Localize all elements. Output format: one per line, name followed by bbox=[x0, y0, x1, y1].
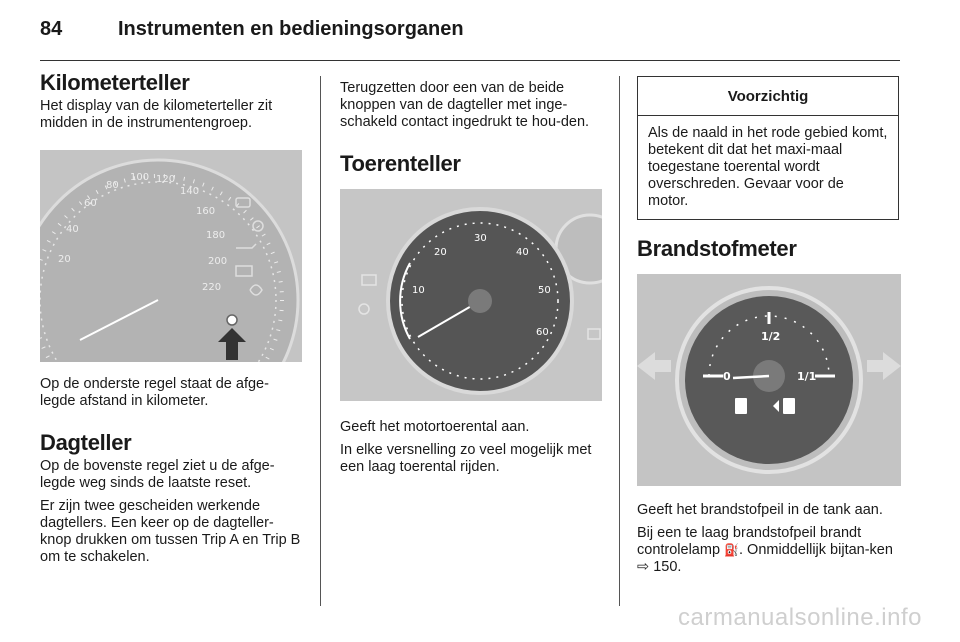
header-rule bbox=[40, 60, 900, 61]
text-brandstof-2 bbox=[637, 525, 901, 576]
text-brandstof-2a: Bij een te laag brandstofpeil brandt controlelamp bbox=[637, 525, 862, 558]
fuel-pump-icon bbox=[735, 398, 747, 414]
tach-tick-30: 30 bbox=[474, 233, 487, 244]
speedo-tick-80: 80 bbox=[106, 180, 119, 191]
fuel-warning-icon: ⛽ bbox=[724, 543, 739, 557]
speedo-tick-140: 140 bbox=[180, 186, 200, 197]
fuel-label-half: 1/2 bbox=[761, 330, 781, 343]
text-brandstof-2b: . Onmiddellijk bijtan-ken bbox=[739, 542, 893, 558]
tach-tick-60: 60 bbox=[536, 327, 549, 338]
speedo-tick-200: 200 bbox=[208, 256, 228, 267]
text-kilometerteller: Het display van de kilometerteller zit midden in de instrumentengroep. bbox=[40, 98, 273, 131]
caution-box bbox=[637, 76, 899, 220]
tach-tick-50: 50 bbox=[538, 285, 551, 296]
speedo-tick-100: 100 bbox=[130, 172, 150, 183]
watermark: carmanualsonline.info bbox=[678, 604, 922, 631]
tach-tick-20: 20 bbox=[434, 247, 447, 258]
page-ref-150[interactable]: 150. bbox=[653, 559, 682, 575]
trip-reset-knob bbox=[227, 315, 237, 325]
tachometer-figure bbox=[340, 189, 602, 401]
column-1 bbox=[40, 70, 302, 572]
page-number: 84 bbox=[40, 18, 63, 40]
text-brandstof-1: Geeft het brandstofpeil in de tank aan. bbox=[637, 502, 883, 518]
page-header bbox=[40, 18, 900, 54]
speedometer-figure bbox=[40, 150, 302, 362]
running-title: Instrumenten en bedieningsorganen bbox=[118, 18, 464, 40]
heading-toerenteller: Toerenteller bbox=[340, 151, 461, 176]
text-dagteller-1: Op de bovenste regel ziet u de afge-legde weg sinds de laatste reset. bbox=[40, 458, 275, 491]
speedo-tick-220: 220 bbox=[202, 282, 222, 293]
page-ref-arrow-icon: ⇨ bbox=[637, 559, 650, 575]
column-3 bbox=[637, 76, 901, 582]
column-2 bbox=[340, 80, 602, 482]
column-divider-2 bbox=[619, 76, 620, 606]
fuel-gauge-figure bbox=[637, 274, 901, 486]
speedo-tick-60: 60 bbox=[84, 198, 97, 209]
text-dagteller-2: Er zijn twee gescheiden werkende dagtellers. Een keer op de dagteller-knop drukken om tussen Trip A en Trip B om te schakelen. bbox=[40, 498, 301, 565]
heading-brandstofmeter: Brandstofmeter bbox=[637, 236, 797, 261]
fuel-pump-side-icon bbox=[783, 398, 795, 414]
speedo-tick-40: 40 bbox=[66, 224, 79, 235]
speedo-tick-20: 20 bbox=[58, 254, 71, 265]
text-afgelegde-afstand: Op de onderste regel staat de afge-legde afstand in kilometer. bbox=[40, 376, 269, 409]
speedo-tick-160: 160 bbox=[196, 206, 216, 217]
column-divider-1 bbox=[320, 76, 321, 606]
speedo-tick-120: 120 bbox=[156, 174, 176, 185]
fuel-label-full: 1/1 bbox=[797, 370, 817, 383]
text-terugzetten: Terugzetten door een van de beide knoppen van de dagteller met inge-schakeld contact ingedrukt te hou-den. bbox=[340, 80, 590, 130]
tach-tick-10: 10 bbox=[412, 285, 425, 296]
caution-text: Als de naald in het rode gebied komt, betekent dit dat het maxi-maal toegestane toerental wordt overschreden. Gevaar voor de motor. bbox=[648, 125, 888, 209]
speedo-tick-180: 180 bbox=[206, 230, 226, 241]
text-toerenteller-2: In elke versnelling zo veel mogelijk met een laag toerental rijden. bbox=[340, 442, 592, 475]
caution-title: Voorzichtig bbox=[638, 77, 898, 116]
text-toerenteller-1: Geeft het motortoerental aan. bbox=[340, 419, 530, 435]
heading-kilometerteller: Kilometerteller bbox=[40, 70, 190, 95]
tach-tick-40: 40 bbox=[516, 247, 529, 258]
fuel-label-empty: 0 bbox=[723, 370, 731, 383]
heading-dagteller: Dagteller bbox=[40, 430, 132, 455]
